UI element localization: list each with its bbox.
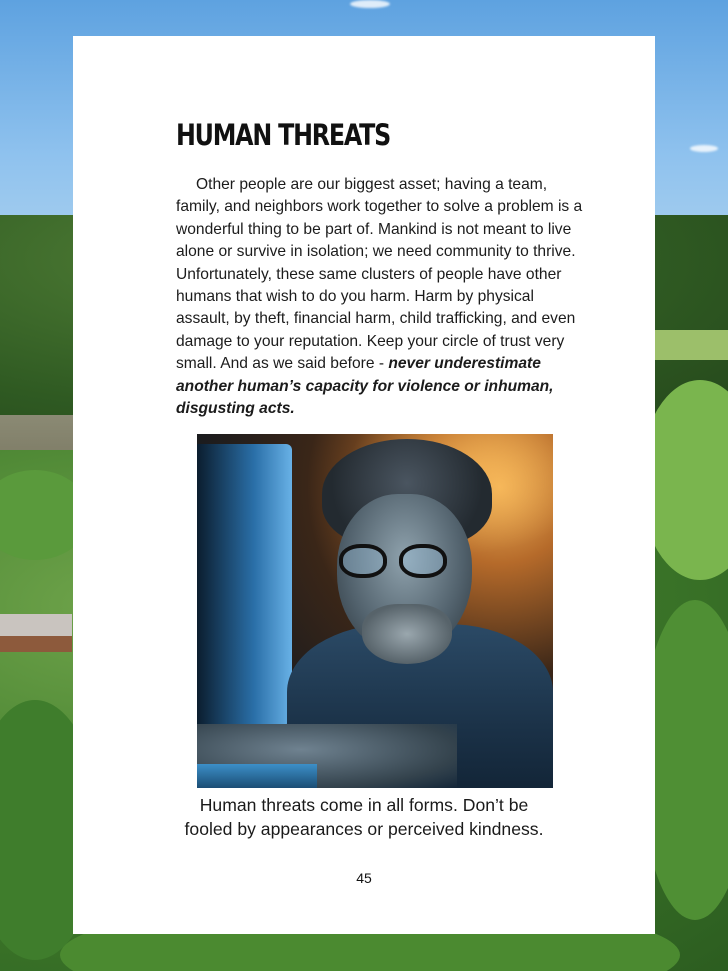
caption-line-2: fooled by appearances or perceived kindness. <box>184 818 544 839</box>
emphasis-text: never underestimate another human’s capacity for violence or inhuman, disgusting acts. <box>176 355 554 418</box>
eyeglasses <box>339 544 454 580</box>
right-lens <box>399 544 447 578</box>
illustration-man-at-computer <box>197 434 553 788</box>
cloud <box>690 145 718 152</box>
image-caption <box>153 794 575 841</box>
field <box>655 330 728 360</box>
cloud <box>350 0 390 8</box>
book-page <box>73 36 655 934</box>
keyboard <box>197 764 317 788</box>
computer-monitor <box>197 444 292 724</box>
body-paragraph <box>176 174 586 420</box>
left-lens <box>339 544 387 578</box>
body-text: Other people are our biggest asset; having a team, family, and neighbors work together to solve a problem is a wonderful thing to be part of. Mankind is not meant to live alone or survive in isolation; we need community to thrive. Unfortunately, these same clusters of people have other humans that wish to do you harm. Harm by physical assault, by theft, financial harm, child trafficking, and even damage to your reputation. Keep your circle of trust very small. And as we said before - <box>176 176 583 373</box>
page-title: HUMAN THREATS <box>176 118 391 152</box>
beard <box>362 604 452 664</box>
caption-line-1: Human threats come in all forms. Don’t be <box>199 795 529 815</box>
building-wall <box>0 636 72 652</box>
building-roof <box>0 614 72 636</box>
page-number: 45 <box>356 870 372 886</box>
